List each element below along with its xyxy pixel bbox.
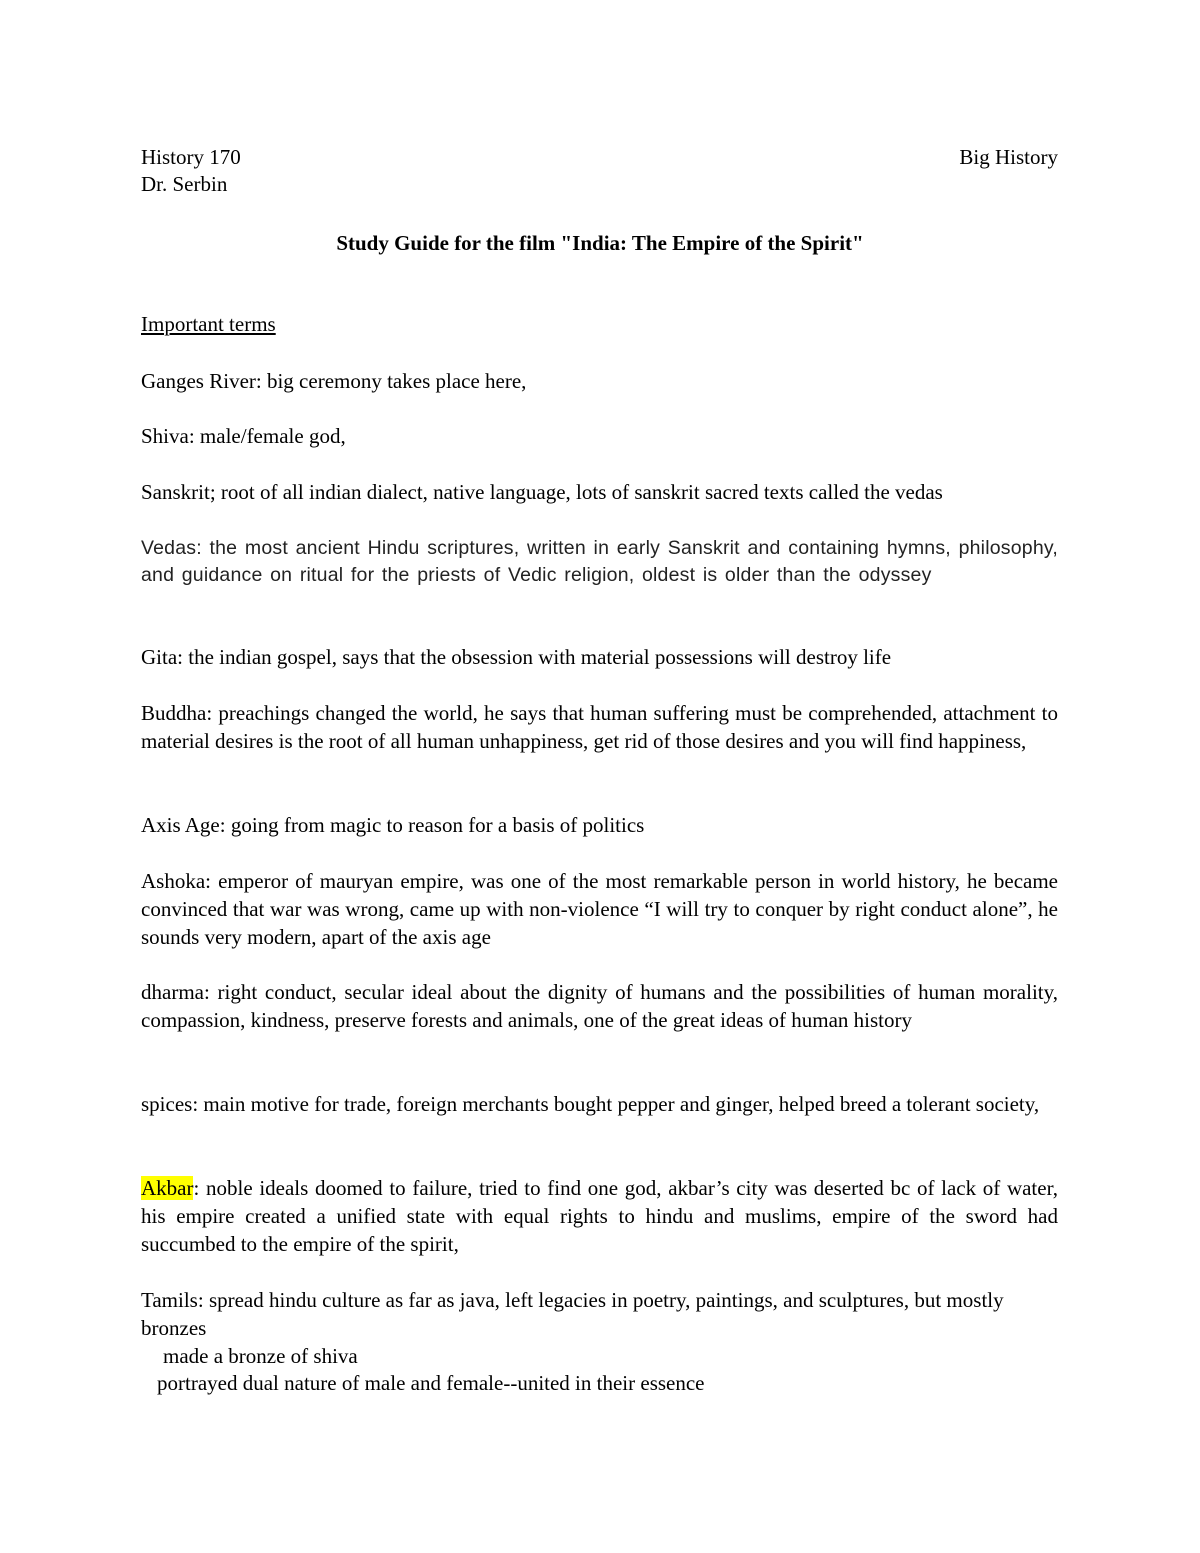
akbar-definition: : noble ideals doomed to failure, tried to find one god, akbar’s city was deserted bc of lack of water, his empire created a unified state with equal rights to hindu and muslims, empire of the sword had succumbed to the empire of the spirit,: [141, 1176, 1058, 1256]
section-heading: Important terms: [141, 312, 276, 336]
page-title: Study Guide for the film "India: The Empire of the Spirit": [336, 231, 864, 255]
instructor-name: Dr. Serbin: [141, 172, 228, 196]
term-tamils: Tamils: spread hindu culture as far as java, left legacies in poetry, paintings, and sculptures, but mostly bronzes: [141, 1288, 1004, 1340]
term-gita: Gita: the indian gospel, says that the obsession with material possessions will destroy life: [141, 645, 892, 669]
term-dharma: dharma: right conduct, secular ideal about the dignity of humans and the possibilities of human morality, compassion, kindness, preserve forests and animals, one of the great ideas of human history: [141, 980, 1058, 1032]
term-akbar: [141, 1174, 1058, 1258]
term-sanskrit: Sanskrit; root of all indian dialect, native language, lots of sanskrit sacred texts called the vedas: [141, 480, 943, 504]
tamils-note-bronze: made a bronze of shiva: [163, 1344, 358, 1368]
tamils-note-dual-nature: portrayed dual nature of male and female--united in their essence: [157, 1371, 705, 1395]
term-ashoka: Ashoka: emperor of mauryan empire, was one of the most remarkable person in world history, he became convinced that war was wrong, came up with non-violence “I will try to conquer by right conduct alone”, he sounds very modern, apart of the axis age: [141, 869, 1058, 949]
term-shiva: Shiva: male/female god,: [141, 424, 346, 448]
akbar-highlight: Akbar: [141, 1176, 194, 1200]
term-axis-age: Axis Age: going from magic to reason for a basis of politics: [141, 813, 645, 837]
term-buddha: Buddha: preachings changed the world, he says that human suffering must be comprehended, attachment to material desires is the root of all human unhappiness, get rid of those desires and you will find happiness,: [141, 701, 1058, 753]
term-spices: spices: main motive for trade, foreign merchants bought pepper and ginger, helped breed a tolerant society,: [141, 1092, 1040, 1116]
term-vedas: Vedas: the most ancient Hindu scriptures, written in early Sanskrit and containing hymns, philosophy, and guidance on ritual for the priests of Vedic religion, oldest is older than the odyssey: [141, 537, 1058, 586]
term-ganges: Ganges River: big ceremony takes place here,: [141, 369, 527, 393]
course-title: Big History: [959, 145, 1058, 169]
course-number: History 170: [141, 145, 241, 169]
